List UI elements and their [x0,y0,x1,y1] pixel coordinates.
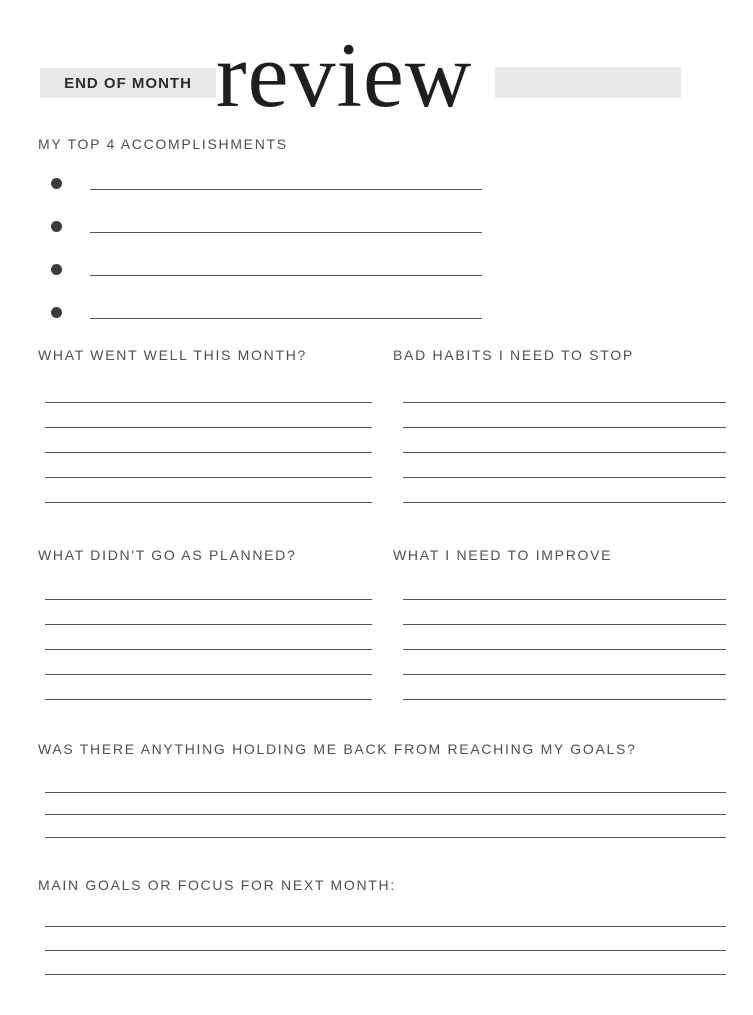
writing-line [403,378,726,403]
writing-line [45,815,726,838]
holding-back-heading: WAS THERE ANYTHING HOLDING ME BACK FROM REACHING MY GOALS? [38,741,637,757]
writing-line [45,600,372,625]
writing-line [45,650,372,675]
header-accent-bar [495,67,681,98]
writing-line [45,793,726,816]
holding-back-lines [45,770,726,838]
writing-line [90,318,482,319]
writing-line [45,903,726,927]
writing-line [403,625,726,650]
writing-line [45,453,372,478]
main-goals-lines [45,903,726,975]
writing-line [90,275,482,276]
bad-habits-heading: BAD HABITS I NEED TO STOP [393,347,634,363]
bullet-row [51,205,491,248]
improve-heading: WHAT I NEED TO IMPROVE [393,547,613,563]
header-label: END OF MONTH [64,74,192,92]
writing-line [45,403,372,428]
writing-line [403,478,726,503]
bullet-row [51,291,491,334]
writing-line [90,232,482,233]
writing-line [90,189,482,190]
bad-habits-lines [403,378,726,503]
bullet-row [51,162,491,205]
writing-line [403,453,726,478]
writing-line [403,675,726,700]
accomplishments-heading: MY TOP 4 ACCOMPLISHMENTS [38,136,288,152]
writing-line [45,927,726,951]
writing-line [45,428,372,453]
writing-line [45,378,372,403]
bullet-icon [51,264,62,275]
writing-line [403,650,726,675]
writing-line [403,403,726,428]
bullet-icon [51,221,62,232]
writing-line [45,770,726,793]
accomplishments-list [51,162,491,334]
writing-line [45,951,726,975]
bullet-row [51,248,491,291]
writing-line [403,575,726,600]
writing-line [45,575,372,600]
writing-line [45,478,372,503]
went-well-heading: WHAT WENT WELL THIS MONTH? [38,347,307,363]
improve-lines [403,575,726,700]
writing-line [403,428,726,453]
didnt-go-heading: WHAT DIDN'T GO AS PLANNED? [38,547,297,563]
header-label-box [40,68,216,98]
didnt-go-lines [45,575,372,700]
writing-line [45,675,372,700]
bullet-icon [51,178,62,189]
writing-line [403,600,726,625]
writing-line [45,625,372,650]
went-well-lines [45,378,372,503]
bullet-icon [51,307,62,318]
page-title: review [216,24,473,126]
main-goals-heading: MAIN GOALS OR FOCUS FOR NEXT MONTH: [38,877,396,893]
